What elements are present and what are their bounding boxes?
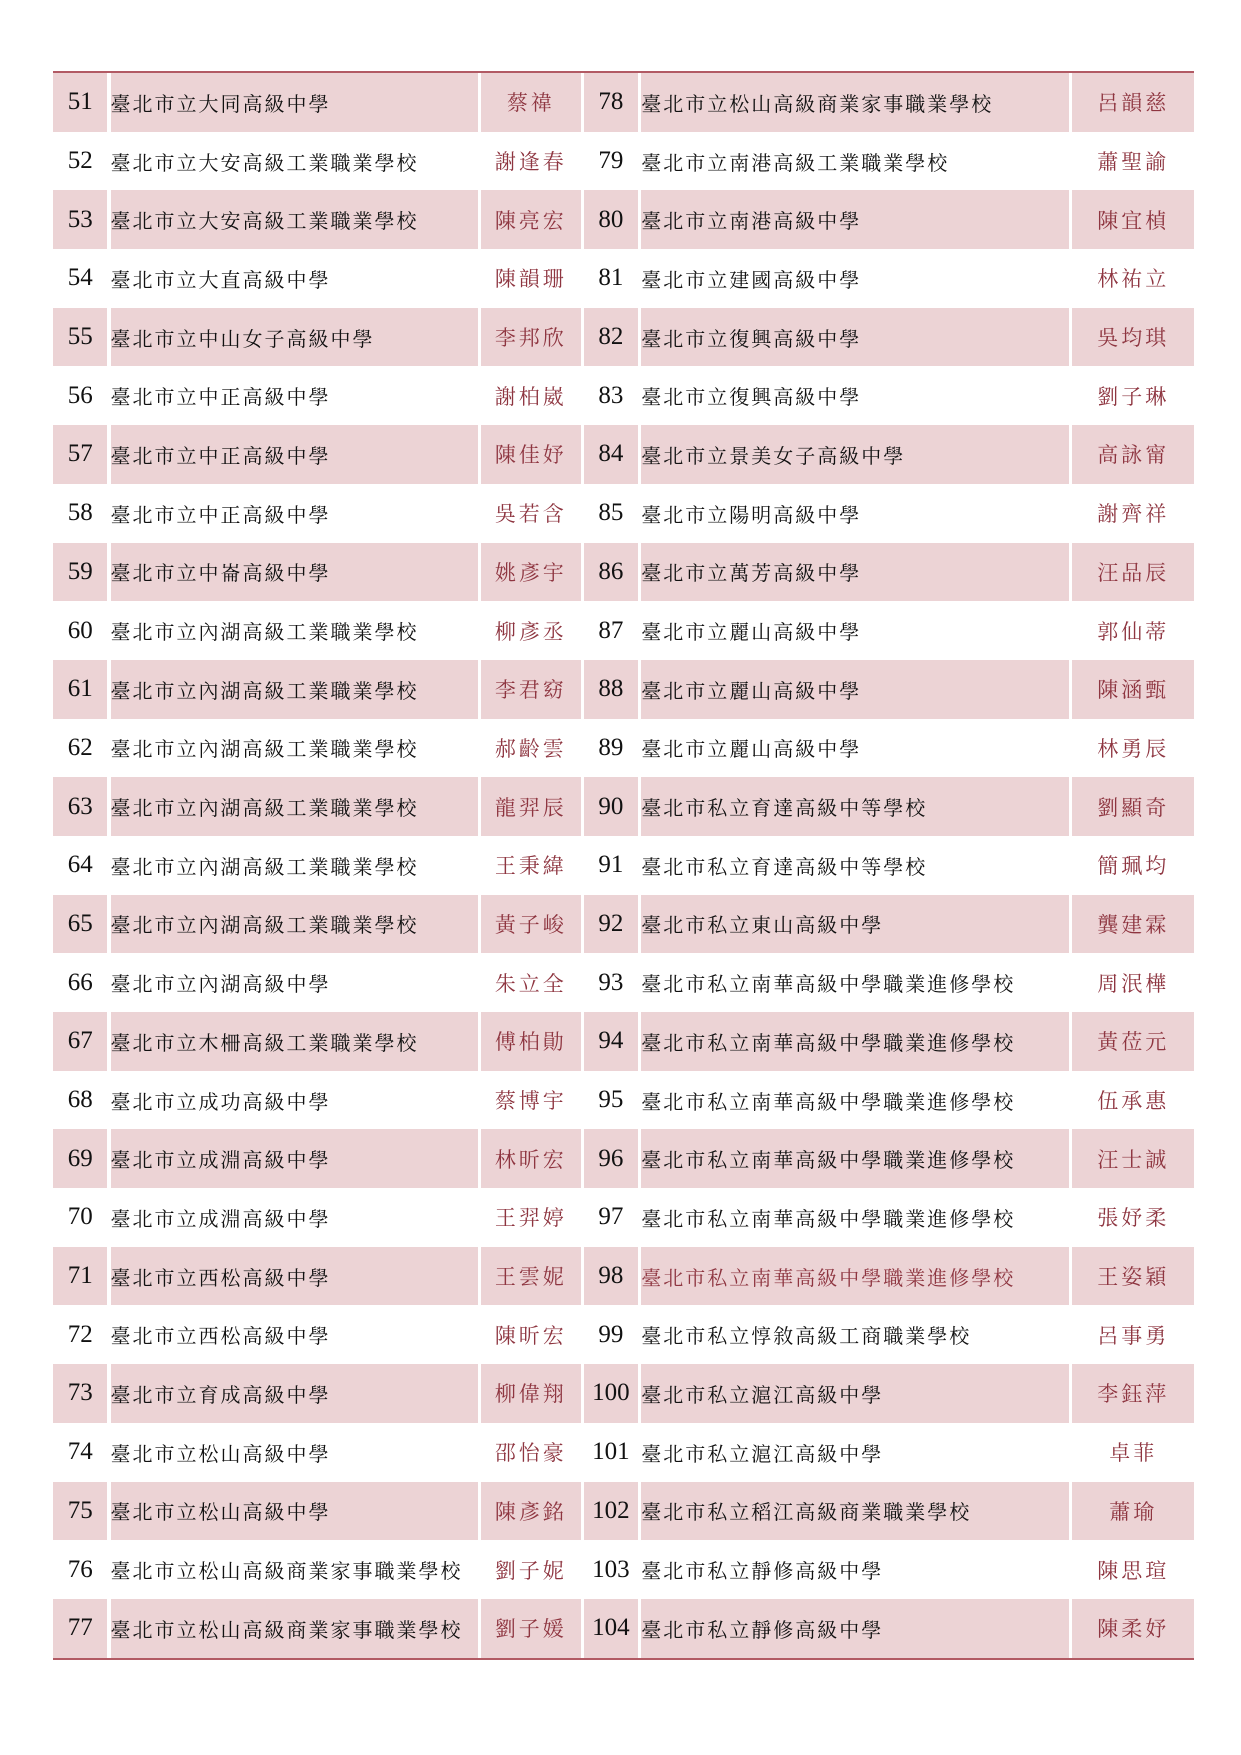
entry-number: 73 bbox=[53, 1364, 107, 1423]
entry-number: 66 bbox=[53, 953, 107, 1012]
student-name: 謝柏崴 bbox=[481, 366, 580, 425]
school-name: 臺北市立內湖高級工業職業學校 bbox=[111, 895, 478, 954]
entry-number: 52 bbox=[53, 132, 107, 191]
entry-number: 67 bbox=[53, 1012, 107, 1071]
table-row bbox=[53, 249, 1194, 308]
school-name: 臺北市私立南華高級中學職業進修學校 bbox=[641, 1129, 1069, 1188]
table-row bbox=[53, 836, 1194, 895]
student-name: 陳柔妤 bbox=[1072, 1599, 1194, 1659]
school-name: 臺北市立景美女子高級中學 bbox=[641, 425, 1069, 484]
entry-number: 99 bbox=[584, 1305, 638, 1364]
table-row bbox=[53, 1188, 1194, 1247]
student-name: 陳昕宏 bbox=[481, 1305, 580, 1364]
entry-number: 97 bbox=[584, 1188, 638, 1247]
school-name: 臺北市私立滬江高級中學 bbox=[641, 1364, 1069, 1423]
roster-sheet bbox=[53, 71, 1194, 1660]
table-row bbox=[53, 1364, 1194, 1423]
school-name: 臺北市私立南華高級中學職業進修學校 bbox=[641, 953, 1069, 1012]
table-row bbox=[53, 1423, 1194, 1482]
school-name: 臺北市私立南華高級中學職業進修學校 bbox=[641, 1188, 1069, 1247]
student-name: 高詠甯 bbox=[1072, 425, 1194, 484]
school-name: 臺北市立成淵高級中學 bbox=[111, 1188, 478, 1247]
student-name: 周泯樺 bbox=[1072, 953, 1194, 1012]
school-name: 臺北市立育成高級中學 bbox=[111, 1364, 478, 1423]
student-name: 蔡博宇 bbox=[481, 1071, 580, 1130]
table-row bbox=[53, 1247, 1194, 1306]
table-row bbox=[53, 484, 1194, 543]
entry-number: 91 bbox=[584, 836, 638, 895]
school-name: 臺北市私立靜修高級中學 bbox=[641, 1599, 1069, 1659]
entry-number: 104 bbox=[584, 1599, 638, 1659]
entry-number: 90 bbox=[584, 777, 638, 836]
table-row bbox=[53, 953, 1194, 1012]
student-name: 劉顯奇 bbox=[1072, 777, 1194, 836]
student-name: 龍羿辰 bbox=[481, 777, 580, 836]
entry-number: 51 bbox=[53, 72, 107, 132]
entry-number: 79 bbox=[584, 132, 638, 191]
student-name: 王羿婷 bbox=[481, 1188, 580, 1247]
school-name: 臺北市私立南華高級中學職業進修學校 bbox=[641, 1012, 1069, 1071]
entry-number: 63 bbox=[53, 777, 107, 836]
table-row bbox=[53, 1071, 1194, 1130]
entry-number: 68 bbox=[53, 1071, 107, 1130]
student-name: 柳彥丞 bbox=[481, 601, 580, 660]
student-name: 呂事勇 bbox=[1072, 1305, 1194, 1364]
table-row bbox=[53, 1012, 1194, 1071]
entry-number: 94 bbox=[584, 1012, 638, 1071]
school-name: 臺北市立大安高級工業職業學校 bbox=[111, 132, 478, 191]
entry-number: 80 bbox=[584, 190, 638, 249]
school-name: 臺北市立內湖高級工業職業學校 bbox=[111, 601, 478, 660]
table-row bbox=[53, 366, 1194, 425]
school-name: 臺北市立松山高級中學 bbox=[111, 1482, 478, 1541]
table-row bbox=[53, 425, 1194, 484]
school-name: 臺北市立中正高級中學 bbox=[111, 484, 478, 543]
school-name: 臺北市立中正高級中學 bbox=[111, 366, 478, 425]
school-name: 臺北市立內湖高級工業職業學校 bbox=[111, 719, 478, 778]
roster-table bbox=[53, 71, 1194, 1660]
entry-number: 77 bbox=[53, 1599, 107, 1659]
student-name: 謝齊祥 bbox=[1072, 484, 1194, 543]
table-row bbox=[53, 132, 1194, 191]
student-name: 汪品辰 bbox=[1072, 543, 1194, 602]
entry-number: 93 bbox=[584, 953, 638, 1012]
student-name: 林勇辰 bbox=[1072, 719, 1194, 778]
entry-number: 65 bbox=[53, 895, 107, 954]
entry-number: 92 bbox=[584, 895, 638, 954]
school-name: 臺北市立西松高級中學 bbox=[111, 1247, 478, 1306]
student-name: 姚彥宇 bbox=[481, 543, 580, 602]
entry-number: 53 bbox=[53, 190, 107, 249]
student-name: 黃子峻 bbox=[481, 895, 580, 954]
school-name: 臺北市立中崙高級中學 bbox=[111, 543, 478, 602]
entry-number: 96 bbox=[584, 1129, 638, 1188]
entry-number: 83 bbox=[584, 366, 638, 425]
school-name: 臺北市立松山高級商業家事職業學校 bbox=[111, 1540, 478, 1599]
school-name: 臺北市立內湖高級工業職業學校 bbox=[111, 777, 478, 836]
table-row bbox=[53, 1540, 1194, 1599]
student-name: 王雲妮 bbox=[481, 1247, 580, 1306]
school-name: 臺北市立內湖高級工業職業學校 bbox=[111, 836, 478, 895]
entry-number: 87 bbox=[584, 601, 638, 660]
entry-number: 74 bbox=[53, 1423, 107, 1482]
student-name: 陳韻珊 bbox=[481, 249, 580, 308]
student-name: 蕭聖諭 bbox=[1072, 132, 1194, 191]
student-name: 柳偉翔 bbox=[481, 1364, 580, 1423]
school-name: 臺北市立成淵高級中學 bbox=[111, 1129, 478, 1188]
student-name: 林昕宏 bbox=[481, 1129, 580, 1188]
entry-number: 70 bbox=[53, 1188, 107, 1247]
school-name: 臺北市私立育達高級中等學校 bbox=[641, 777, 1069, 836]
school-name: 臺北市立大同高級中學 bbox=[111, 72, 478, 132]
entry-number: 60 bbox=[53, 601, 107, 660]
student-name: 陳宜楨 bbox=[1072, 190, 1194, 249]
student-name: 王姿穎 bbox=[1072, 1247, 1194, 1306]
student-name: 黃莅元 bbox=[1072, 1012, 1194, 1071]
entry-number: 84 bbox=[584, 425, 638, 484]
roster-body bbox=[53, 72, 1194, 1659]
school-name: 臺北市私立惇敘高級工商職業學校 bbox=[641, 1305, 1069, 1364]
table-row bbox=[53, 190, 1194, 249]
student-name: 吳均琪 bbox=[1072, 308, 1194, 367]
student-name: 卓菲 bbox=[1072, 1423, 1194, 1482]
school-name: 臺北市立松山高級中學 bbox=[111, 1423, 478, 1482]
school-name: 臺北市立陽明高級中學 bbox=[641, 484, 1069, 543]
entry-number: 64 bbox=[53, 836, 107, 895]
entry-number: 76 bbox=[53, 1540, 107, 1599]
student-name: 龔建霖 bbox=[1072, 895, 1194, 954]
student-name: 朱立全 bbox=[481, 953, 580, 1012]
student-name: 陳彥銘 bbox=[481, 1482, 580, 1541]
school-name: 臺北市立復興高級中學 bbox=[641, 366, 1069, 425]
student-name: 呂韻慈 bbox=[1072, 72, 1194, 132]
entry-number: 101 bbox=[584, 1423, 638, 1482]
school-name: 臺北市立西松高級中學 bbox=[111, 1305, 478, 1364]
school-name: 臺北市私立育達高級中等學校 bbox=[641, 836, 1069, 895]
student-name: 劉子琳 bbox=[1072, 366, 1194, 425]
student-name: 蔡禕 bbox=[481, 72, 580, 132]
entry-number: 61 bbox=[53, 660, 107, 719]
entry-number: 57 bbox=[53, 425, 107, 484]
student-name: 劉子妮 bbox=[481, 1540, 580, 1599]
school-name: 臺北市私立東山高級中學 bbox=[641, 895, 1069, 954]
table-row bbox=[53, 72, 1194, 132]
entry-number: 89 bbox=[584, 719, 638, 778]
school-name: 臺北市私立南華高級中學職業進修學校 bbox=[641, 1071, 1069, 1130]
school-name: 臺北市私立稻江高級商業職業學校 bbox=[641, 1482, 1069, 1541]
student-name: 林祐立 bbox=[1072, 249, 1194, 308]
entry-number: 72 bbox=[53, 1305, 107, 1364]
table-row bbox=[53, 895, 1194, 954]
student-name: 吳若含 bbox=[481, 484, 580, 543]
entry-number: 82 bbox=[584, 308, 638, 367]
school-name: 臺北市立麗山高級中學 bbox=[641, 719, 1069, 778]
entry-number: 88 bbox=[584, 660, 638, 719]
school-name: 臺北市立麗山高級中學 bbox=[641, 601, 1069, 660]
entry-number: 100 bbox=[584, 1364, 638, 1423]
entry-number: 102 bbox=[584, 1482, 638, 1541]
student-name: 伍承惠 bbox=[1072, 1071, 1194, 1130]
school-name: 臺北市立復興高級中學 bbox=[641, 308, 1069, 367]
school-name: 臺北市立麗山高級中學 bbox=[641, 660, 1069, 719]
student-name: 李邦欣 bbox=[481, 308, 580, 367]
entry-number: 58 bbox=[53, 484, 107, 543]
entry-number: 69 bbox=[53, 1129, 107, 1188]
school-name: 臺北市立大直高級中學 bbox=[111, 249, 478, 308]
student-name: 陳涵甄 bbox=[1072, 660, 1194, 719]
table-row bbox=[53, 308, 1194, 367]
school-name: 臺北市立木柵高級工業職業學校 bbox=[111, 1012, 478, 1071]
entry-number: 81 bbox=[584, 249, 638, 308]
student-name: 郝齡雲 bbox=[481, 719, 580, 778]
school-name: 臺北市立建國高級中學 bbox=[641, 249, 1069, 308]
school-name: 臺北市立大安高級工業職業學校 bbox=[111, 190, 478, 249]
student-name: 劉子媛 bbox=[481, 1599, 580, 1659]
entry-number: 85 bbox=[584, 484, 638, 543]
table-row bbox=[53, 1305, 1194, 1364]
entry-number: 71 bbox=[53, 1247, 107, 1306]
entry-number: 75 bbox=[53, 1482, 107, 1541]
entry-number: 59 bbox=[53, 543, 107, 602]
school-name: 臺北市立南港高級中學 bbox=[641, 190, 1069, 249]
student-name: 陳亮宏 bbox=[481, 190, 580, 249]
entry-number: 103 bbox=[584, 1540, 638, 1599]
table-row bbox=[53, 719, 1194, 778]
entry-number: 95 bbox=[584, 1071, 638, 1130]
entry-number: 55 bbox=[53, 308, 107, 367]
school-name: 臺北市立中正高級中學 bbox=[111, 425, 478, 484]
table-row bbox=[53, 543, 1194, 602]
table-row bbox=[53, 1482, 1194, 1541]
school-name: 臺北市私立滬江高級中學 bbox=[641, 1423, 1069, 1482]
table-row bbox=[53, 601, 1194, 660]
entry-number: 98 bbox=[584, 1247, 638, 1306]
school-name: 臺北市私立靜修高級中學 bbox=[641, 1540, 1069, 1599]
school-name: 臺北市立南港高級工業職業學校 bbox=[641, 132, 1069, 191]
student-name: 簡珮均 bbox=[1072, 836, 1194, 895]
school-name: 臺北市立成功高級中學 bbox=[111, 1071, 478, 1130]
table-row bbox=[53, 660, 1194, 719]
entry-number: 62 bbox=[53, 719, 107, 778]
student-name: 張妤柔 bbox=[1072, 1188, 1194, 1247]
entry-number: 56 bbox=[53, 366, 107, 425]
school-name: 臺北市私立南華高級中學職業進修學校 bbox=[641, 1247, 1069, 1306]
school-name: 臺北市立萬芳高級中學 bbox=[641, 543, 1069, 602]
entry-number: 78 bbox=[584, 72, 638, 132]
student-name: 蕭瑜 bbox=[1072, 1482, 1194, 1541]
student-name: 陳思瑄 bbox=[1072, 1540, 1194, 1599]
student-name: 汪士誠 bbox=[1072, 1129, 1194, 1188]
school-name: 臺北市立中山女子高級中學 bbox=[111, 308, 478, 367]
school-name: 臺北市立內湖高級中學 bbox=[111, 953, 478, 1012]
student-name: 陳佳妤 bbox=[481, 425, 580, 484]
student-name: 郭仙蒂 bbox=[1072, 601, 1194, 660]
entry-number: 86 bbox=[584, 543, 638, 602]
school-name: 臺北市立松山高級商業家事職業學校 bbox=[111, 1599, 478, 1659]
table-row bbox=[53, 777, 1194, 836]
entry-number: 54 bbox=[53, 249, 107, 308]
student-name: 邵怡豪 bbox=[481, 1423, 580, 1482]
student-name: 傅柏勛 bbox=[481, 1012, 580, 1071]
school-name: 臺北市立內湖高級工業職業學校 bbox=[111, 660, 478, 719]
student-name: 謝逢春 bbox=[481, 132, 580, 191]
student-name: 李君窈 bbox=[481, 660, 580, 719]
student-name: 王秉緯 bbox=[481, 836, 580, 895]
student-name: 李鈺萍 bbox=[1072, 1364, 1194, 1423]
table-row bbox=[53, 1129, 1194, 1188]
table-row bbox=[53, 1599, 1194, 1659]
school-name: 臺北市立松山高級商業家事職業學校 bbox=[641, 72, 1069, 132]
